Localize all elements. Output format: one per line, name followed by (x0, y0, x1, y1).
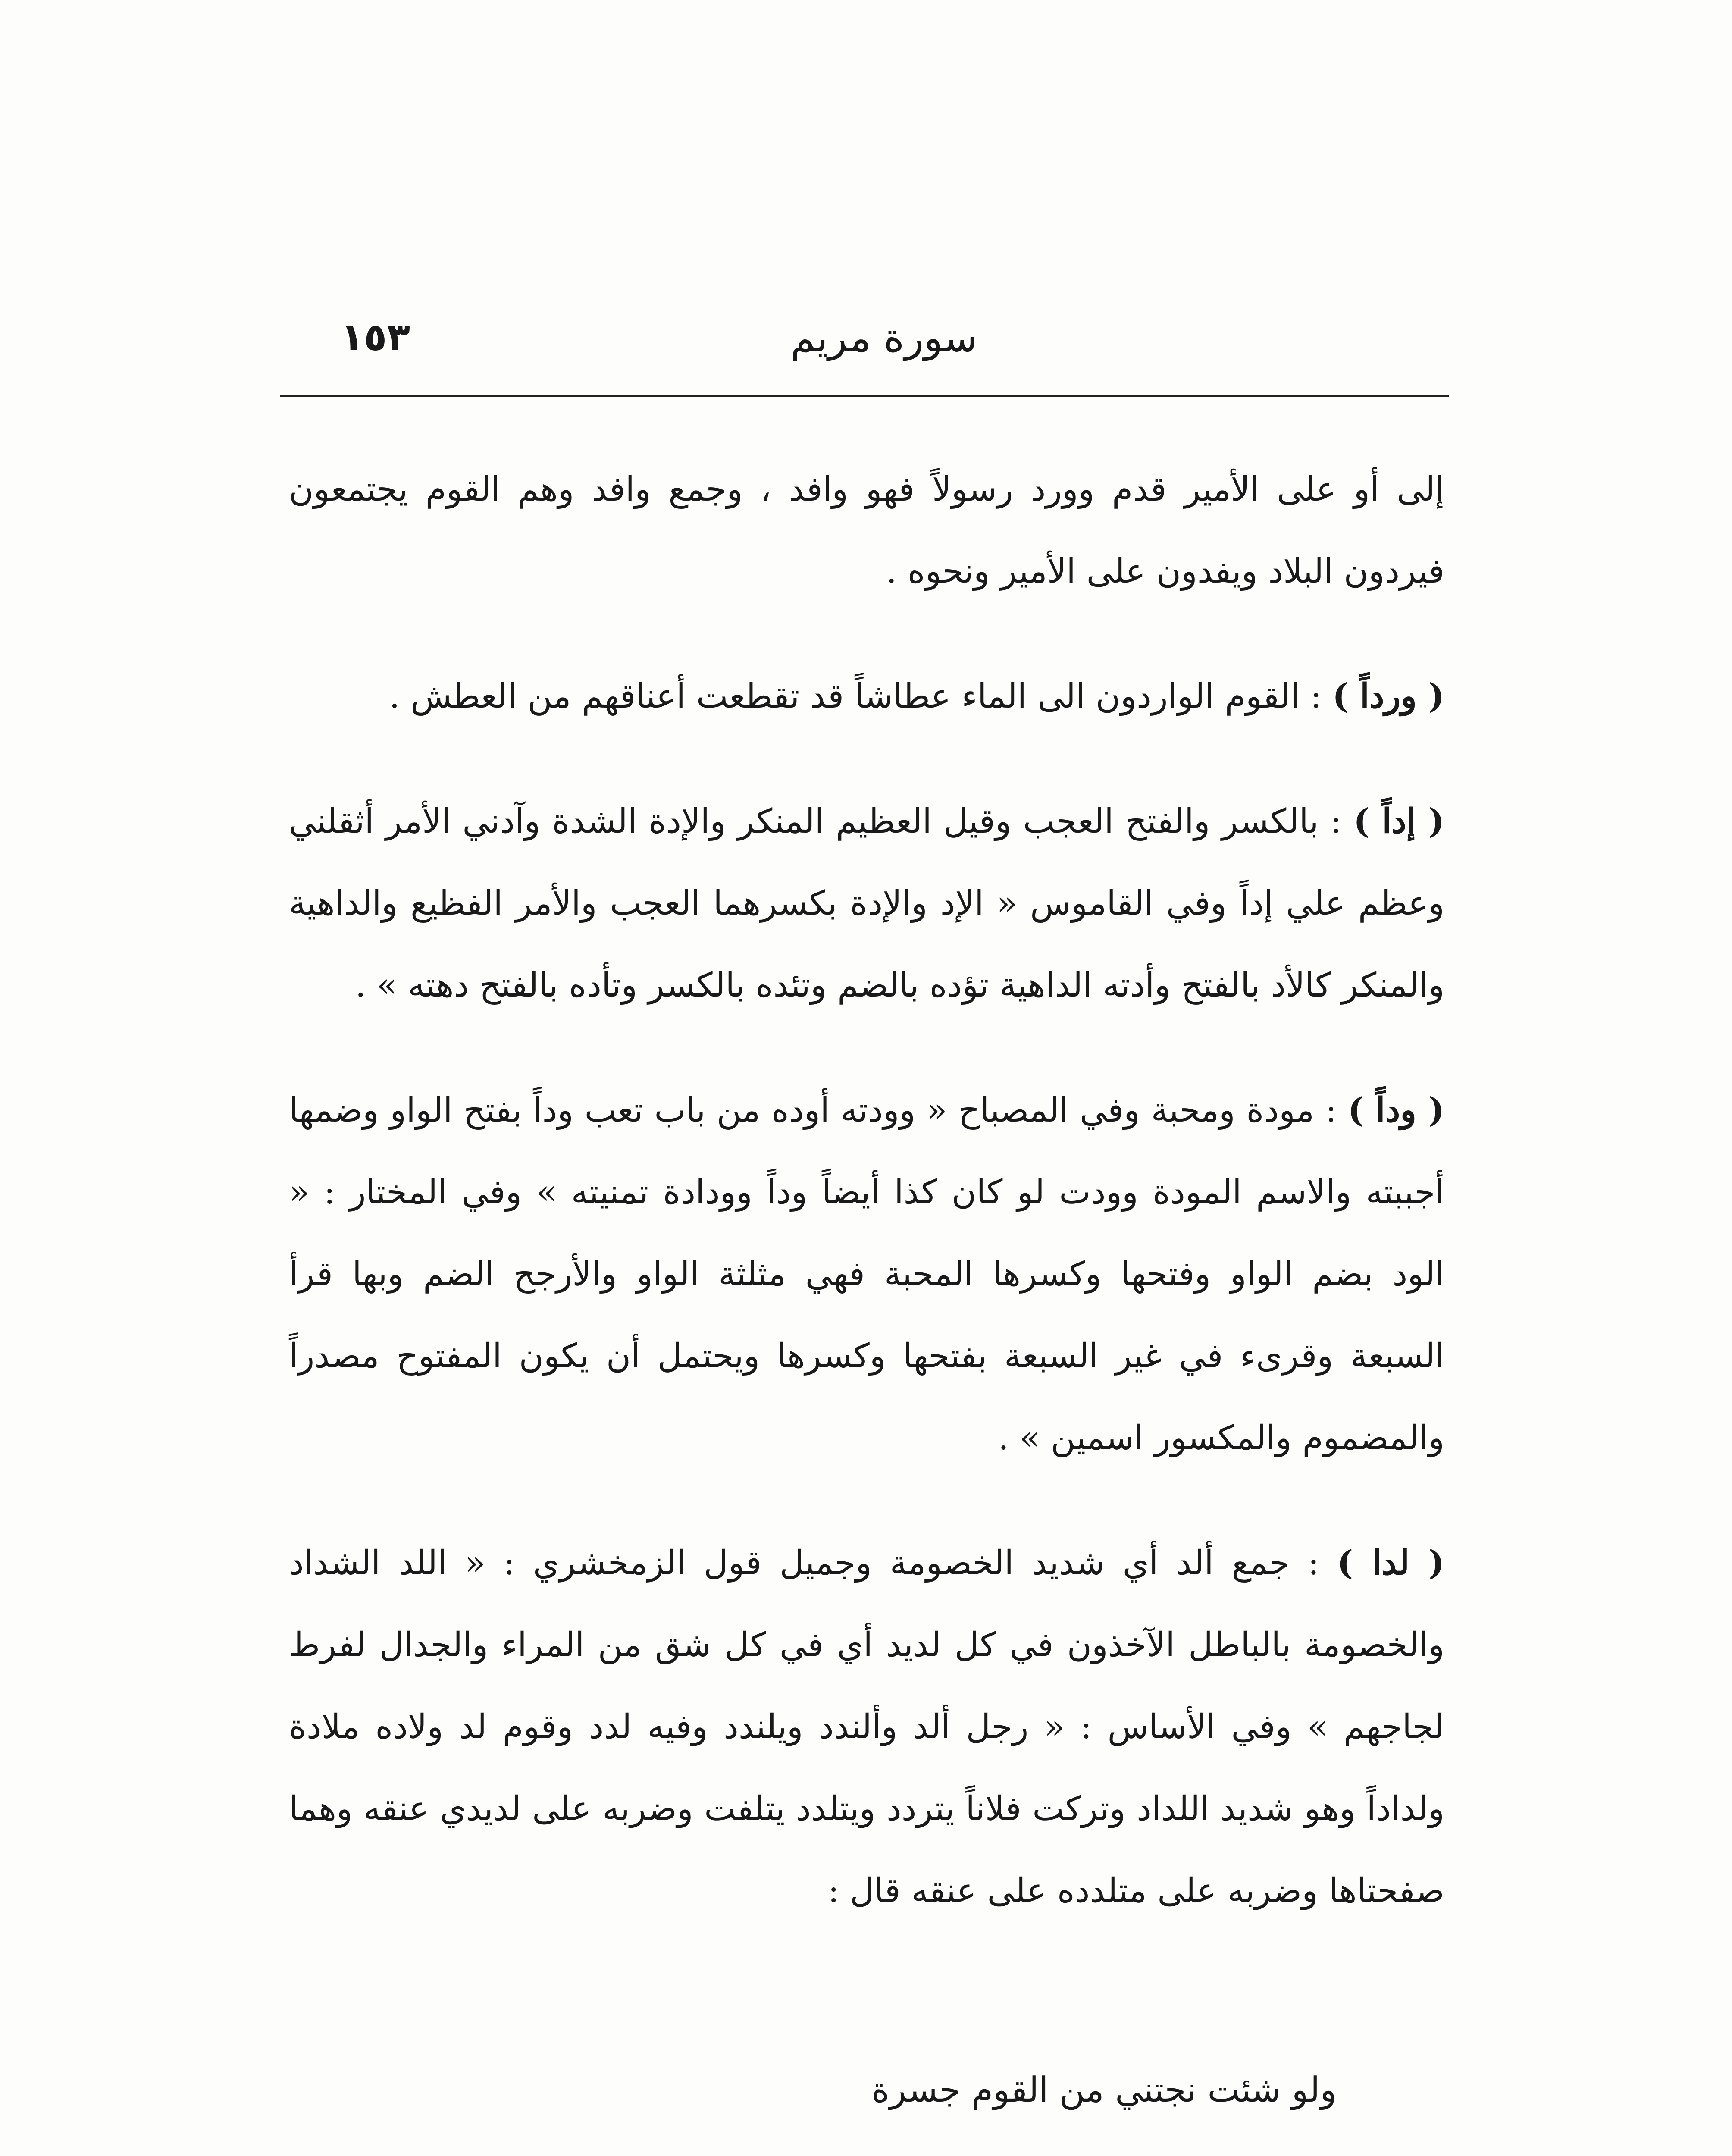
paragraph-iddan (289, 780, 1444, 1026)
glossary-term: ( وداً ) (1347, 1091, 1444, 1130)
verse-line-1: ولو شئت نجتني من القوم جسرة (871, 2070, 1337, 2110)
paragraph-text: إلى أو على الأمير قدم وورد رسولاً فهو وافد ، وجمع وافد وهم القوم يجتمعون فيردون البلاد ويفدون على الأمير ونحوه . (289, 470, 1444, 591)
glossary-term: ( لدا ) (1337, 1543, 1445, 1583)
paragraph-text: : جمع ألد أي شديد الخصومة وجميل قول الزمخشري : « اللد الشداد والخصومة بالباطل الآخذون في كل لديد أي في كل شق من المراء والجدال لفرط لجاجهم » وفي الأساس : « رجل ألد وألندد ويلندد وفيه لدد وقوم لد ولاده ملادة ولداداً وهو شديد اللداد وتركت فلاناً يتردد ويتلدد يتلفت وضربه على لديدي عنقه وهما صفحتاها وضربه على متلدده على عنقه قال : (289, 1544, 1444, 1910)
paragraph-widdan (289, 1069, 1444, 1479)
paragraph-wirdan (289, 655, 1444, 737)
body-text (289, 448, 1444, 1975)
glossary-term: ( ورداً ) (1332, 677, 1444, 716)
paragraph-text: : القوم الواردون الى الماء عطاشاً قد تقطعت أعناقهم من العطش . (389, 677, 1333, 716)
paragraph-text: : مودة ومحبة وفي المصباح « وودته أوده من باب تعب وداً بفتح الواو وضمها أجببته والاسم المودة وودت لو كان كذا أيضاً وداً وودادة تمنيته » وفي المختار : « الود بضم الواو وفتحها وكسرها المحبة فهي مثلثة الواو والأرجح الضم وبها قرأ السبعة وقرىء في غير السبعة بفتحها وكسرها ويحتمل أن يكون المفتوح مصدراً والمضموم والمكسور اسمين » . (289, 1091, 1444, 1457)
page-header (298, 315, 1444, 379)
paragraph-text: : بالكسر والفتح العجب وقيل العظيم المنكر والإدة الشدة وآدني الأمر أثقلني وعظم علي إداً وفي القاموس « الإد والإدة بكسرهما العجب والأمر الفظيع والداهية والمنكر كالأد بالفتح وأدته الداهية تؤده بالضم وتئده بالكسر وتأده بالفتح دهته » . (289, 802, 1444, 1005)
running-title: سورة مريم (790, 315, 977, 361)
header-rule (280, 395, 1449, 397)
paragraph-luddan (289, 1522, 1444, 1932)
glossary-term: ( إداً ) (1353, 802, 1444, 841)
paragraph-continuation (289, 448, 1444, 612)
page-number: ١٥٣ (341, 315, 410, 359)
